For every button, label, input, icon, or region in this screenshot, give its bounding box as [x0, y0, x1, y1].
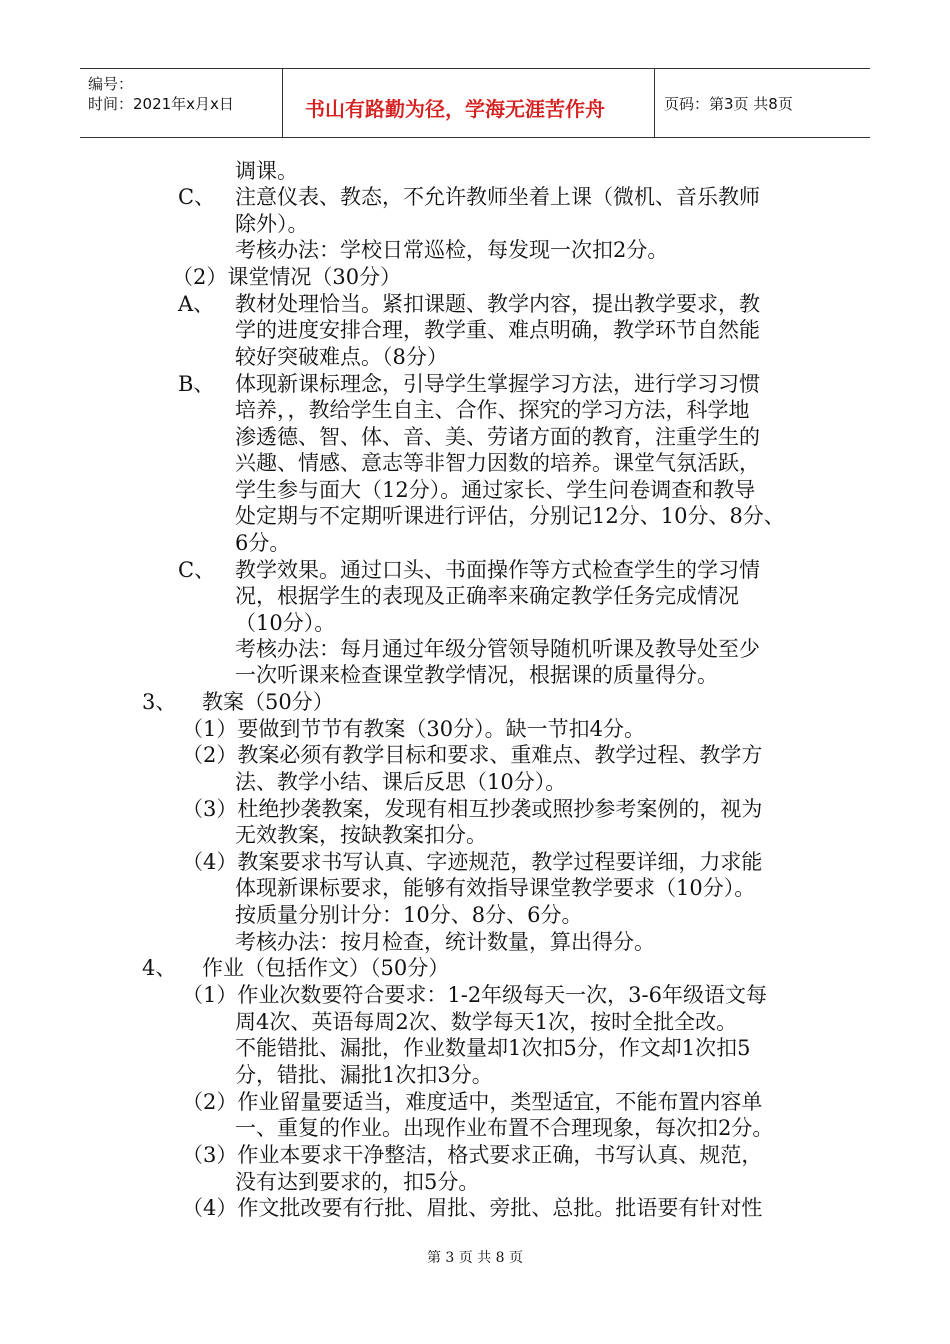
text-line: 处定期与不定期听课进行评估，分别记12分、10分、8分、 — [235, 504, 785, 528]
text-line: 分，错批、漏批1次扣3分。 — [235, 1063, 493, 1087]
text-line: （3）杜绝抄袭教案，发现有相互抄袭或照抄参考案例的，视为 — [182, 797, 763, 821]
text-line: （1）作业次数要符合要求：1-2年级每天一次，3-6年级语文每 — [182, 983, 767, 1007]
text-line: 兴趣、情感、意志等非智力因数的培养。课堂气氛活跃， — [235, 451, 760, 475]
text-line: 较好突破难点。（8分） — [235, 345, 448, 369]
text-line: （2）课堂情况（30分） — [172, 265, 402, 289]
text-line: （4）教案要求书写认真、字迹规范，教学过程要详细，力求能 — [182, 850, 763, 874]
text-line: 况，根据学生的表现及正确率来确定教学任务完成情况 — [235, 584, 739, 608]
header-middle-cell — [283, 69, 655, 137]
text-line: （2）教案必须有教学目标和要求、重难点、教学过程、教学方 — [182, 743, 763, 767]
text-line: 没有达到要求的，扣5分。 — [235, 1170, 480, 1194]
text-line: 考核办法：学校日常巡检，每发现一次扣2分。 — [235, 238, 669, 262]
document-number-label: 编号： — [88, 75, 134, 93]
page-footer: 第 3 页 共 8 页 — [426, 1250, 524, 1266]
header-motto: 书山有路勤为径，学海无涯苦作舟 — [305, 97, 605, 121]
text-line: 教案（50分） — [202, 690, 334, 714]
text-line: 教学效果。通过口头、书面操作等方式检查学生的学习情 — [235, 558, 760, 582]
text-line: 体现新课标理念，引导学生掌握学习方法，进行学习习惯 — [235, 372, 760, 396]
text-line: 不能错批、漏批，作业数量却1次扣5分，作文却1次扣5 — [235, 1036, 751, 1060]
text-line: 渗透德、智、体、音、美、劳诸方面的教育，注重学生的 — [235, 425, 760, 449]
text-line: 学的进度安排合理，教学重、难点明确，教学环节自然能 — [235, 318, 760, 342]
text-line: 注意仪表、教态，不允许教师坐着上课（微机、音乐教师 — [235, 185, 760, 209]
text-line: 法、教学小结、课后反思（10分）。 — [235, 770, 567, 794]
text-line: 培养，，教给学生自主、合作、探究的学习方法，科学地 — [235, 398, 750, 422]
text-line: 一、重复的作业。出现作业布置不合理现象，每次扣2分。 — [235, 1116, 774, 1140]
text-line: 4、 — [142, 956, 177, 980]
text-line: 作业（包括作文）（50分） — [202, 956, 450, 980]
text-line: （4）作文批改要有行批、眉批、旁批、总批。批语要有针对性 — [182, 1196, 763, 1220]
page-header — [80, 68, 870, 138]
text-line: （1）要做到节节有教案（30分）。缺一节扣4分。 — [182, 717, 645, 741]
text-line: 除外）。 — [235, 212, 309, 236]
text-line: C、 — [178, 185, 216, 209]
text-line: 无效教案，按缺教案扣分。 — [235, 823, 487, 847]
text-line: （10分）。 — [235, 611, 336, 635]
header-left-cell — [80, 69, 283, 137]
text-line: 周4次、英语每周2次、数学每天1次，按时全批全改。 — [235, 1010, 738, 1034]
document-date-label: 时间：2021年x月x日 — [88, 95, 234, 113]
text-line: 学生参与面大（12分）。通过家长、学生问卷调查和教导 — [235, 478, 756, 502]
header-page-number: 页码：第3页 共8页 — [664, 95, 793, 113]
text-line: 体现新课标要求，能够有效指导课堂教学要求（10分）。 — [235, 876, 756, 900]
text-line: 按质量分别计分：10分、8分、6分。 — [235, 903, 583, 927]
text-line: （2）作业留量要适当，难度适中，类型适宜，不能布置内容单 — [182, 1090, 763, 1114]
text-line: B、 — [178, 372, 215, 396]
text-line: （3）作业本要求干净整洁，格式要求正确，书写认真、规范， — [182, 1143, 763, 1167]
text-line: 一次听课来检查课堂教学情况，根据课的质量得分。 — [235, 663, 718, 687]
text-line: 3、 — [142, 690, 177, 714]
text-line: C、 — [178, 558, 216, 582]
text-line: 6分。 — [235, 531, 291, 555]
text-line: 教材处理恰当。紧扣课题、教学内容，提出教学要求，教 — [235, 292, 760, 316]
text-line: 调课。 — [235, 159, 298, 183]
text-line: 考核办法：每月通过年级分管领导随机听课及教导处至少 — [235, 637, 760, 661]
text-line: 考核办法：按月检查，统计数量，算出得分。 — [235, 930, 655, 954]
text-line: A、 — [178, 292, 215, 316]
